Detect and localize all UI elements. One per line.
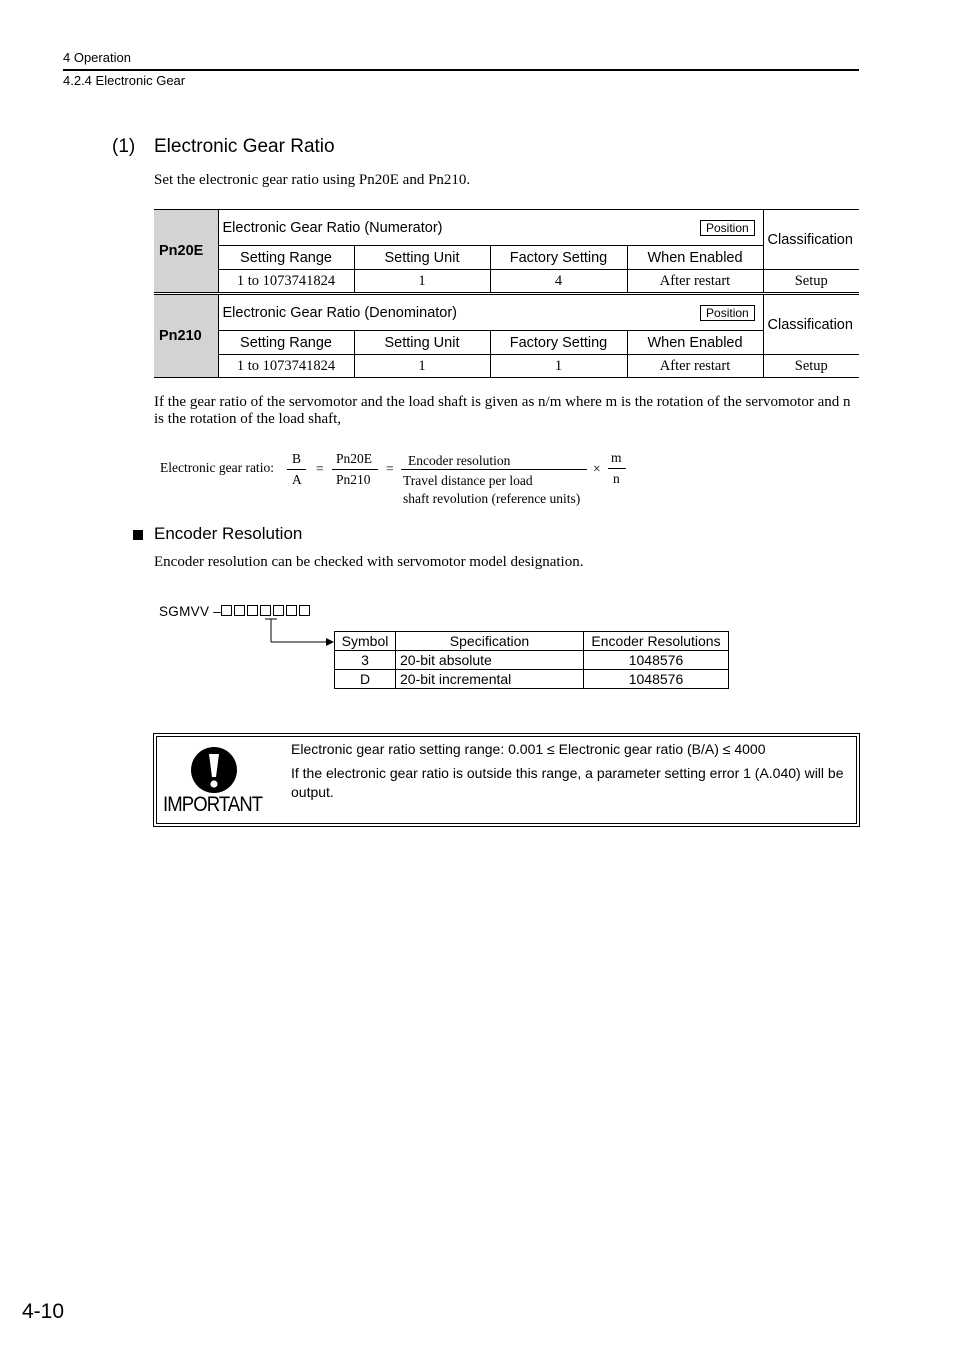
header-encoder-resolutions: Encoder Resolutions	[584, 632, 729, 651]
value-when-enabled: After restart	[627, 270, 763, 293]
value-classification: Setup	[763, 355, 859, 378]
value-when-enabled: After restart	[627, 355, 763, 378]
fraction-bar-pn	[332, 469, 378, 470]
section-number: (1)	[112, 136, 136, 157]
model-designation	[159, 604, 312, 619]
row-resolution: 1048576	[584, 651, 729, 670]
section-title: Electronic Gear Ratio	[154, 136, 335, 157]
value-setting-range: 1 to 1073741824	[218, 355, 354, 378]
param-id: Pn210	[154, 295, 218, 378]
encoder-text: Encoder resolution can be checked with servomotor model designation.	[154, 554, 584, 570]
exclamation-icon	[190, 746, 238, 794]
header-rule	[63, 69, 859, 71]
important-line2: If the electronic gear ratio is outside this range, a parameter setting error 1 (A.040) will be output.	[291, 765, 844, 800]
row-specification: 20-bit absolute	[396, 651, 584, 670]
header-setting-range: Setting Range	[218, 331, 354, 355]
value-factory-setting: 4	[490, 270, 627, 293]
equation-times: ×	[593, 461, 601, 476]
table-header-row	[335, 632, 729, 651]
equation-equals-1: =	[316, 461, 324, 476]
fraction-bar-ba	[287, 469, 306, 470]
param-name: Electronic Gear Ratio (Numerator)	[218, 210, 696, 246]
table-row	[335, 670, 729, 689]
header-specification: Specification	[396, 632, 584, 651]
param-badge-cell	[696, 210, 763, 246]
equation-encoder-resolution: Encoder resolution	[408, 453, 511, 468]
encoder-table	[334, 631, 729, 689]
equation-pn210: Pn210	[336, 472, 371, 487]
param-badge-cell	[696, 295, 763, 331]
param-id: Pn20E	[154, 210, 218, 293]
row-specification: 20-bit incremental	[396, 670, 584, 689]
param-table-pn20e	[154, 209, 859, 293]
header-setting-unit: Setting Unit	[354, 331, 490, 355]
value-setting-range: 1 to 1073741824	[218, 270, 354, 293]
row-symbol: D	[335, 670, 396, 689]
table-row	[335, 651, 729, 670]
chapter-header: 4 Operation	[63, 50, 131, 65]
param-name: Electronic Gear Ratio (Denominator)	[218, 295, 696, 331]
important-line1: Electronic gear ratio setting range: 0.001 ≤ Electronic gear ratio (B/A) ≤ 4000	[291, 741, 766, 757]
value-setting-unit: 1	[354, 270, 490, 293]
section-header: 4.2.4 Electronic Gear	[63, 73, 186, 88]
header-when-enabled: When Enabled	[627, 246, 763, 270]
header-factory-setting: Factory Setting	[490, 331, 627, 355]
row-resolution: 1048576	[584, 670, 729, 689]
equation-pn20e: Pn20E	[336, 451, 373, 466]
model-boxes	[221, 604, 312, 619]
value-setting-unit: 1	[354, 355, 490, 378]
equation-b: B	[292, 451, 302, 466]
param-table-pn210	[154, 294, 859, 378]
classification-label: Classification	[763, 295, 859, 355]
position-badge: Position	[700, 220, 755, 236]
important-label: IMPORTANT	[163, 793, 263, 816]
bullet-square-icon	[133, 530, 143, 540]
value-factory-setting: 1	[490, 355, 627, 378]
equation-n: n	[613, 471, 620, 486]
position-badge: Position	[700, 305, 755, 321]
equation-label: Electronic gear ratio:	[160, 460, 274, 475]
page-number: 4-10	[22, 1300, 65, 1323]
fraction-bar-main	[401, 469, 587, 470]
equation-travel-line2: shaft revolution (reference units)	[403, 491, 581, 506]
header-symbol: Symbol	[335, 632, 396, 651]
header-setting-range: Setting Range	[218, 246, 354, 270]
equation-travel-line1: Travel distance per load	[403, 473, 533, 488]
value-classification: Setup	[763, 270, 859, 293]
row-symbol: 3	[335, 651, 396, 670]
section-intro: Set the electronic gear ratio using Pn20E and Pn210.	[154, 172, 471, 188]
fraction-bar-mn	[608, 468, 626, 469]
equation-equals-2: =	[386, 461, 394, 476]
equation-m: m	[611, 450, 622, 465]
classification-label: Classification	[763, 210, 859, 270]
equation-a: A	[292, 472, 302, 487]
header-factory-setting: Factory Setting	[490, 246, 627, 270]
model-arrow-icon	[262, 618, 338, 652]
model-prefix: SGMVV –	[159, 604, 222, 619]
header-when-enabled: When Enabled	[627, 331, 763, 355]
header-setting-unit: Setting Unit	[354, 246, 490, 270]
encoder-heading: Encoder Resolution	[154, 524, 303, 543]
gear-ratio-paragraph: If the gear ratio of the servomotor and the load shaft is given as n/m where m is the rotation of the servomotor and n is the rotation of the load shaft,	[154, 394, 851, 427]
